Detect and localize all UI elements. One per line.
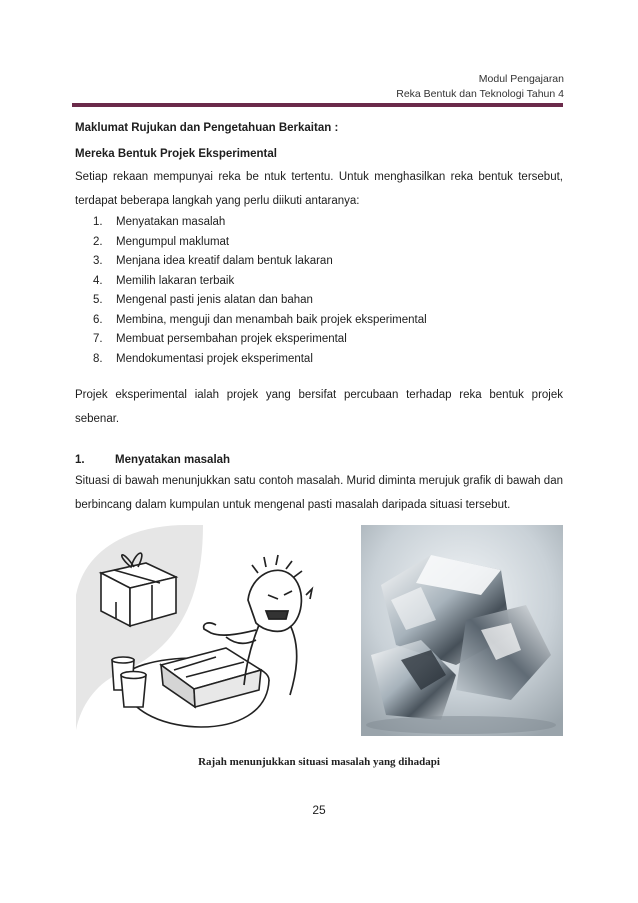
page-content (75, 121, 563, 517)
intro-paragraph: Setiap rekaan mempunyai reka be ntuk tertentu. Untuk menghasilkan reka bentuk tersebut, terdapat beberapa langkah yang perlu diikuti antaranya: (75, 171, 563, 207)
step-text: Mengumpul maklumat (116, 235, 230, 248)
design-heading: Mereka Bentuk Projek Eksperimental (75, 148, 277, 160)
step-text: Membina, menguji dan menambah baik projek eksperimental (116, 313, 427, 326)
step-number: 2. (93, 235, 103, 248)
step-number: 7. (93, 333, 103, 345)
section-number: 1. (75, 454, 85, 466)
list-item (93, 330, 563, 350)
step-text: Mendokumentasi projek eksperimental (116, 352, 313, 365)
step-text: Membuat persembahan projek eksperimental (116, 333, 347, 345)
list-item (93, 233, 563, 253)
list-item (93, 291, 563, 311)
header-rule (72, 103, 563, 107)
step-number: 4. (93, 274, 103, 287)
step-text: Mengenal pasti jenis alatan dan bahan (116, 294, 313, 306)
list-item (93, 272, 563, 292)
header-subject-title: Reka Bentuk dan Teknologi Tahun 4 (396, 88, 564, 100)
section-title: Menyatakan masalah (115, 454, 231, 466)
step-number: 5. (93, 294, 103, 306)
page-number: 25 (312, 803, 326, 817)
step-number: 3. (93, 255, 103, 267)
step-number: 8. (93, 352, 103, 365)
section-heading (75, 453, 563, 468)
figure-caption: Rajah menunjukkan situasi masalah yang dihadapi (198, 756, 440, 768)
reference-heading: Maklumat Rujukan dan Pengetahuan Berkaitan : (75, 122, 339, 134)
list-item (93, 252, 563, 272)
figure-images (76, 525, 563, 736)
step-text: Memilih lakaran terbaik (116, 274, 235, 287)
definition-paragraph: Projek eksperimental ialah projek yang bersifat percubaan terhadap reka bentuk projek sebenar. (75, 389, 563, 425)
running-header (396, 72, 564, 102)
list-item (93, 311, 563, 331)
list-item (93, 213, 563, 233)
list-item (93, 350, 563, 370)
cartoon-illustration (76, 525, 312, 736)
figure (76, 525, 563, 736)
step-number: 1. (93, 216, 103, 228)
header-module-title: Modul Pengajaran (478, 73, 564, 85)
step-number: 6. (93, 313, 103, 326)
step-text: Menjana idea kreatif dalam bentuk lakaran (116, 255, 333, 267)
ice-cubes-photo (361, 525, 563, 736)
steps-list (75, 213, 563, 369)
section-paragraph: Situasi di bawah menunjukkan satu contoh masalah. Murid diminta merujuk grafik di bawah dan berbincang dalam kumpulan untuk mengenal pasti masalah daripada situasi tersebut. (75, 475, 563, 511)
step-text: Menyatakan masalah (116, 216, 226, 228)
